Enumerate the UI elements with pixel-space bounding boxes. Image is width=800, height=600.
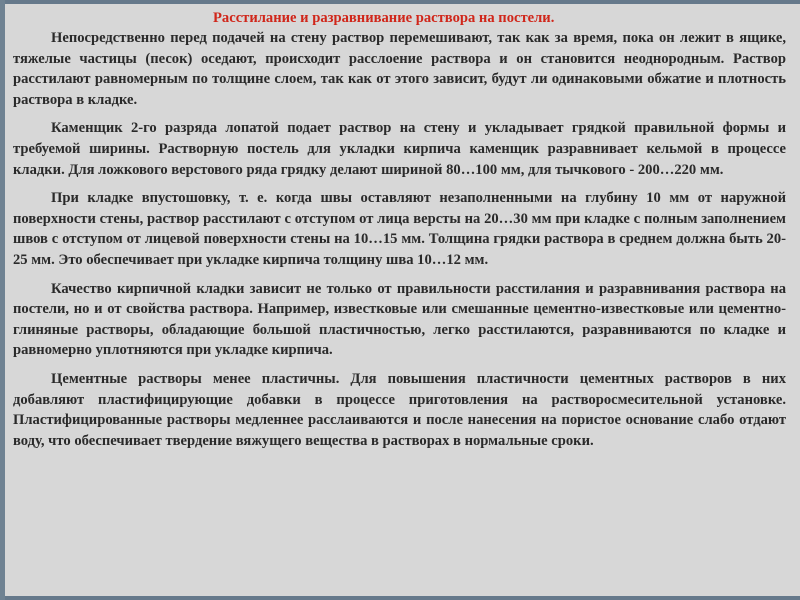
slide-content xyxy=(5,4,800,596)
paragraph-1: Непосредственно перед подачей на стену раствор перемешивают, так как за время, пока он лежит в ящике, тяжелые частицы (песок) оседают, происходит расслоение раствора и он становится неоднородным. Раствор расстилают равномерным по толщине слоем, так как от этого зависит, будут ли одинаковыми обжатие и плотность раствора в кладке. xyxy=(13,30,786,108)
paragraph-3: При кладке впустошовку, т. е. когда швы оставляют незаполненными на глубину 10 мм от наружной поверхности стены, раствор расстилают с отступом от лица версты на 20…30 мм при кладке с полным заполнением швов с отступом от лицевой поверхности стены на 10…15 мм. Толщина грядки раствора в среднем должна быть 20-25 мм. Это обеспечивает при укладке кирпича толщину шва 10…12 мм. xyxy=(13,190,786,268)
paragraph-4: Качество кирпичной кладки зависит не только от правильности расстилания и разравнивания раствора на постели, но и от свойства раствора. Например, известковые или смешанные цементно-известковые или цементно-глиняные растворы, обладающие большой пластичностью, легко расстилаются, разравниваются по кладке и равномерно уплотняются при укладке кирпича. xyxy=(13,280,786,359)
paragraph-5: Цементные растворы менее пластичны. Для повышения пластичности цементных растворов в них добавляют пластифицирующие добавки в процессе приготовления на растворосмесительной установке. Пластифицированные растворы медленнее расслаиваются и после нанесения на пористое основание слабо отдают воду, что обеспечивает твердение вяжущего вещества в растворах в нормальные сроки. xyxy=(13,370,786,449)
paragraph-2: Каменщик 2-го разряда лопатой подает раствор на стену и укладывает грядкой правильной формы и требуемой ширины. Растворную постель для укладки кирпича каменщик разравнивает кельмой в процессе кладки. Для ложкового верстового ряда грядку делают шириной 80…100 мм, для тычкового - 200…220 мм. xyxy=(13,120,786,178)
slide-title: Расстилание и разравнивание раствора на постели. xyxy=(213,10,555,26)
